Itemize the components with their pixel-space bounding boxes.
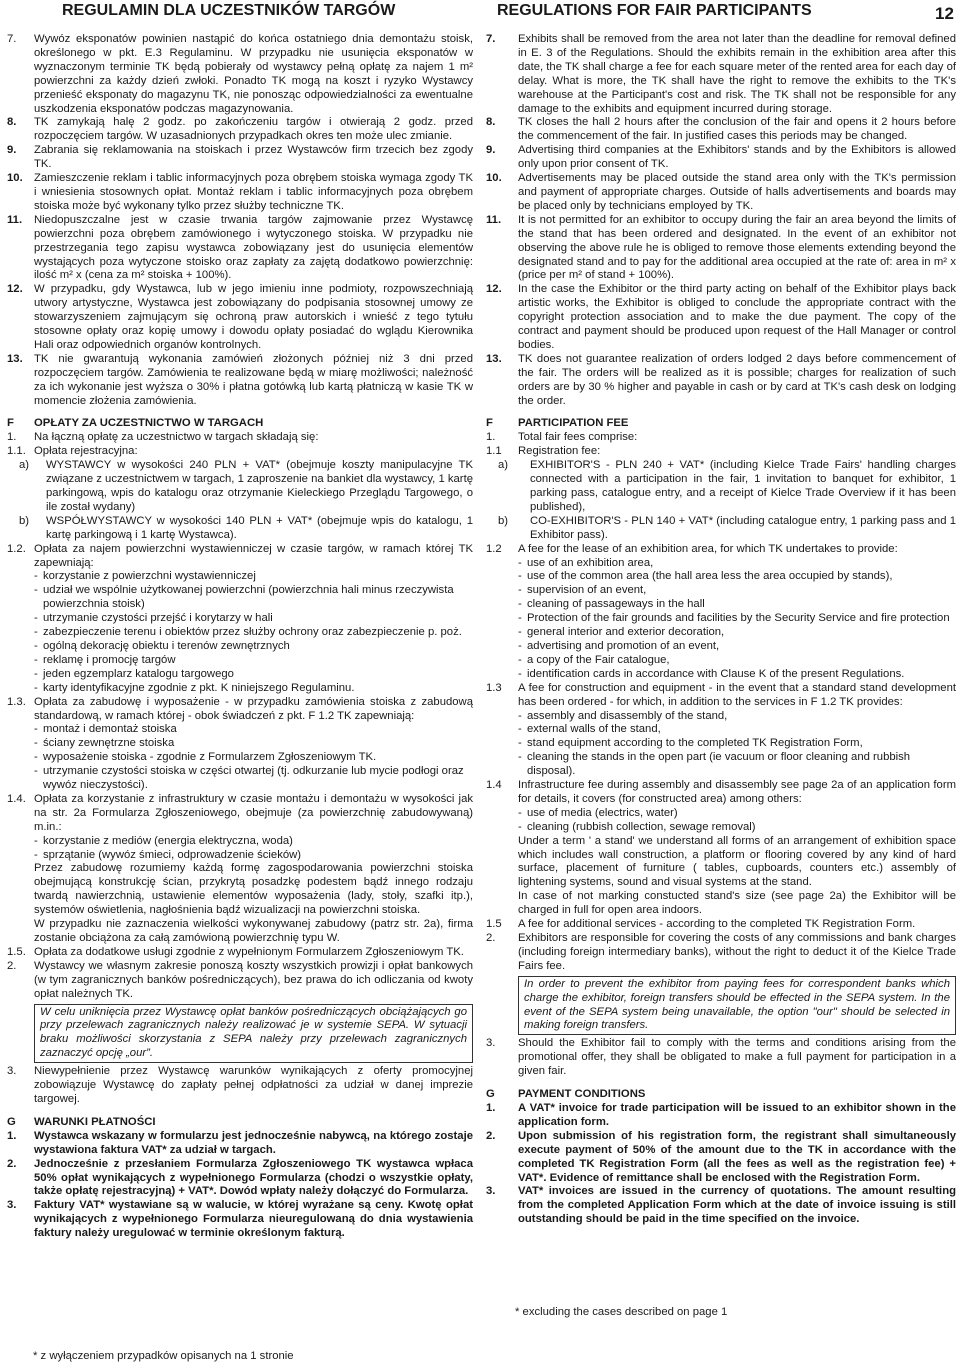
- list-item: - udział we wspólnie użytkowanej powierzchni (powierzchnia hali minus rzeczywista powierzchnia stoisk): [34, 584, 454, 611]
- list-item: - a copy of the Fair catalogue,: [518, 653, 670, 666]
- f-1-4-list: [7, 835, 473, 863]
- list-item: - use of the common area (the hall area less the area occupied by stands),: [518, 570, 893, 583]
- g-2: 2. Upon submission of his registration form, the registrant shall simultaneously execute payment of 50% of the amount due to the TK in accordance with the completed TK Registration Form (all the fees as well as the registration fee) + VAT*. Evidence of remittance shall be enclosed with the Registration Form.: [486, 1129, 956, 1184]
- page-header: [0, 0, 960, 26]
- list-item: - use of an exhibition area,: [518, 556, 654, 569]
- f-1-4-paragraph-2: W przypadku nie zaznaczenia wielkości wykonywanej zabudowy (patrz str. 2a), firma zostanie obciążona za całą zamówioną powierzchnię typu W.: [34, 918, 473, 944]
- list-item: - cleaning the stands in the open part (ie vacuum or floor cleaning and rubbish disposal).: [518, 751, 911, 778]
- f-3: 3. Niewypełnienie przez Wystawcę warunków wynikających z oferty promocyjnej zobowiązuje Wystawcę do zapłaty pełnej odpłatności za udział w danej imprezie targowej.: [7, 1065, 473, 1105]
- f-1-4-paragraph-1: Przez zabudowę rozumiemy każdą formę zagospodarowania powierzchni stoiska obejmującą konstrukcję ścian, przykrytą posadzkę podestem bądź innego rodzaju twardą nawierzchnią, ustawienie elementów wyposażenia (lady, stoły, szafki itp.), systemów oświetlenia, nagłośnienia bądź wizualizacji na powierzchni stoiska.: [34, 862, 473, 917]
- list-item: - montaż i demontaż stoiska: [34, 723, 177, 736]
- section-g-heading: G WARUNKI PŁATNOŚCI: [7, 1115, 156, 1128]
- f-1-4-paragraph-2: In case of not marking constucted stand's size (see page 2a) the Exhibitor will be charged in full for open area indoors.: [518, 890, 956, 917]
- clause-13: 13. TK nie gwarantują wykonania zamówień złożonych później niż 3 dni przed rozpoczęciem targów. Zamówienia te realizowane będą w miarę możliwości; należność za ich wykonanie jest wyższa o 30% i płatna gotówką lub kartą płatniczą w kasie TK w momencie złożenia zamówienia.: [7, 352, 473, 407]
- f-1-1-b: b) CO-EXHIBITOR'S - PLN 140 + VAT* (including catalogue entry, 1 parking pass and 1 Exhibitor pass).: [498, 514, 956, 541]
- section-f-heading: F OPŁATY ZA UCZESTNICTWO W TARGACH: [7, 417, 264, 430]
- clause-9: 9. Zabrania się reklamowania na stoiskach i przez Wystawców firm trzecich bez zgody TK.: [7, 144, 473, 171]
- list-item: - sprzątanie (wywóz śmieci, odprowadzenie ścieków): [34, 848, 302, 861]
- list-item: - general interior and exterior decoration,: [518, 626, 725, 639]
- english-column: [486, 33, 956, 1227]
- g-3: 3. Faktury VAT* wystawiane są w walucie, w której wyrażane są ceny. Kwotę opłat wynikających z wypełnionego Formularza nieuregulowaną do dnia wystawienia faktury należy uregulować w terminie określonym fakturą.: [7, 1199, 473, 1240]
- clause-7: 7. Wywóz eksponatów powinien nastąpić do końca ostatniego dnia demontażu stoisk, określonego w pkt. E.3 Regulaminu. W przypadku nie usunięcia eksponatów w wyznaczonym terminie TK będą pobierały od wystawcy pełną opłatę za najem 1 m² powierzchni za każdy dzień zwłoki. Ponadto TK mogą na koszt i ryzyko Wystawcy przenieść eksponaty do magazynu TK, nie ponosząc odpowiedzialności za ewentualne uszkodzenia eksponatów podczas magazynowania.: [7, 33, 473, 115]
- f-1-2-list: [486, 557, 956, 682]
- list-item: - external walls of the stand,: [518, 723, 661, 736]
- clause-11: 11. Niedopuszczalne jest w czasie trwania targów zajmowanie przez Wystawcę powierzchni poza obrębem zamówionego i wytyczonego stoiska. W przypadku nie przestrzegania tego zapisu wystawca zobowiązany jest do usunięcia elementów wystających poza wytyczone stoisko oraz zapłaty za zajętą dodatkowo powierzchnię: ilość m² x (cena za m² stoiska + 100%).: [7, 213, 473, 282]
- title-polish: REGULAMIN DLA UCZESTNIKÓW TARGÓW: [62, 2, 396, 19]
- list-item: - stand equipment according to the completed TK Registration Form,: [518, 737, 863, 750]
- list-item: - advertising and promotion of an event,: [518, 639, 720, 652]
- f-1-3: 1.3 A fee for construction and equipment - in the event that a standard stand development has been ordered - for which, in addition to the services in F 1.2 TK provides:: [486, 681, 956, 708]
- page-number: 12: [935, 4, 954, 23]
- section-g-heading: G PAYMENT CONDITIONS: [486, 1088, 646, 1101]
- f-1-1-a: a) WYSTAWCY w wysokości 240 PLN + VAT* (obejmuje koszty manipulacyjne TK związane z uczestnictwem w targach, 1 zaproszenie na bankiet dla wystawcy, 1 kartę parkingową, wpis do katalogu oraz otrzymanie Kieleckiego Przeglądu Targowego, o ile został wydany): [19, 459, 473, 513]
- clause-7: 7. Exhibits shall be removed from the area not later than the deadline for removal defined in E. 3 of the Regulations. Should the exhibits remain in the exhibition area after this date, the TK shall charge a fee for each square meter of the rented area for each day of delay. What is more, the TK shall have the right to remove the exhibits to the TK's warehouse at the Participant's cost and risk. The TK shall not be responsible for any damage to the exhibits and equipment incurred during storage.: [486, 33, 956, 115]
- list-item: - karty identyfikacyjne zgodnie z pkt. K niniejszego Regulaminu.: [34, 681, 355, 694]
- f-1: 1. Total fair fees comprise:: [486, 431, 638, 444]
- list-item: - zabezpieczenie terenu i obiektów przez służby ochrony oraz zabezpieczenie p. poż.: [34, 626, 462, 639]
- polish-column: [7, 33, 473, 1241]
- clause-8: 8. TK zamykają halę 2 godz. po zakończeniu targów i otwierają 2 godz. przed rozpoczęciem targów. W uzasadnionych przypadkach okres ten może ulec zmianie.: [7, 116, 473, 143]
- list-item: - wyposażenie stoiska - zgodnie z Formularzem Zgłoszeniowym TK.: [34, 751, 377, 764]
- clause-11: 11. It is not permitted for an exhibitor to occupy during the fair an area beyond the limits of the stand that has been ordered and designated. In the event of an exhibitor not observing the above rule he is obliged to remove those elements extending beyond the designated stand and to pay for the additional area occupied at the rate of: area in m² x (price per m² of stand + 100%).: [486, 213, 956, 282]
- f-1-1-b: b) WSPÓŁWYSTAWCY w wysokości 140 PLN + VAT* (obejmuje wpis do katalogu, 1 kartę parkingową i 1 kartę Wystawca).: [19, 514, 473, 541]
- f-1: 1. Na łączną opłatę za uczestnictwo w targach składają się:: [7, 431, 319, 444]
- f-2: 2. Wystawcy we własnym zakresie ponoszą koszty wszystkich prowizji i opłat bankowych (w tym zagranicznych banków pośredniczących), bez prawa do ich odliczania od kwoty opłat należnych TK.: [7, 959, 473, 1000]
- list-item: - use of media (electrics, water): [518, 806, 678, 819]
- f-1-4-paragraph-1: Under a term ' a stand' we understand all forms of an arrangement of exhibition space which includes wall construction, a platform or flooring covered by any kind of hard surface, placement of furniture ( tables, cupboards, counters etc.) assembly of lightening systems, sound and visual systems at the stand.: [518, 834, 956, 889]
- list-item: - identification cards in accordance with Clause K of the present Regulations.: [518, 667, 905, 680]
- footnote-english: * excluding the cases described on page 1: [515, 1306, 728, 1318]
- f-1-1: 1.1. Opłata rejestracyjna:: [7, 445, 138, 458]
- clause-13: 13. TK does not guarantee realization of orders lodged 2 days before commencement of the fair. The orders will be realized as it is possible; charges for realization of such orders are by 30 % higher and payable in cash or by card at TK's cash desk on lodging the order.: [486, 352, 956, 407]
- f-1-5: 1.5. Opłata za dodatkowe usługi zgodnie z wypełnionym Formularzem Zgłoszeniowym TK.: [7, 945, 464, 958]
- clause-12: 12. In the case the Exhibitor or the third party acting on behalf of the Exhibitor plays back artistic works, the Exhibitor is obliged to conclude the appropriate contract with the copyright protection association and to make the due payment. The copy of the contract and payment should be produced upon request of the Hall Manager or control bodies.: [486, 283, 956, 351]
- g-1: 1. A VAT* invoice for trade participation will be issued to an exhibitor shown in the application form.: [486, 1101, 956, 1128]
- f-1-3-list: [7, 723, 473, 793]
- sepa-notice-box: In order to prevent the exhibitor from paying fees for correspondent banks which charge the exhibitor, foreign transfers should be effected in the SEPA system. In the event of the SEPA system being unavailable, the option "our" should be selected in making foreign transfers.: [518, 976, 956, 1036]
- f-1-4: 1.4 Infrastructure fee during assembly and disassembly see page 2a of an application form for details, it covers (for constructed area) among others:: [486, 779, 956, 805]
- footnote-polish: * z wyłączeniem przypadków opisanych na 1 stronie: [33, 1350, 294, 1362]
- list-item: - utrzymanie czystości stoiska w części otwartej (tj. odkurzanie lub mycie podłogi oraz wywóz nieczystości).: [34, 765, 464, 792]
- sepa-notice-box: W celu uniknięcia przez Wystawcę opłat banków pośredniczących obciążających go przy przelewach zagranicznych należy realizować je w systemie SEPA. W sytuacji braku możliwości skorzystania z SEPA należy przy przelewach zagranicznych zaznaczyć opcję „our”.: [34, 1004, 473, 1064]
- title-english: REGULATIONS FOR FAIR PARTICIPANTS: [497, 2, 812, 19]
- g-2: 2. Jednocześnie z przesłaniem Formularza Zgłoszeniowego TK wystawca wpłaca 50% opłat wynikających z wypełnionego Formularza (chodzi o wszystkie opłaty, także opłatę rejestracyjną) + VAT*. Dowód wpłaty należy dołączyć do Formularza.: [7, 1157, 473, 1198]
- f-1-2-list: [7, 570, 473, 695]
- f-1-2: 1.2. Opłata za najem powierzchni wystawienniczej w czasie targów, w ramach której TK zapewniają:: [7, 542, 473, 569]
- f-1-4-list: [486, 807, 956, 835]
- f-1-1: 1.1 Registration fee:: [486, 445, 601, 458]
- list-item: - cleaning of passageways in the hall: [518, 598, 705, 611]
- list-item: - cleaning (rubbish collection, sewage removal): [518, 820, 756, 833]
- f-1-4: 1.4. Opłata za korzystanie z infrastruktury w czasie montażu i demontażu w wysokości jak na str. 2a Formularza Zgłoszeniowego, obejmuje (za powierzchnię zabudowywaną) m.in.:: [7, 792, 473, 833]
- list-item: - reklamę i promocję targów: [34, 653, 176, 666]
- clause-8: 8. TK closes the hall 2 hours after the conclusion of the fair and opens it 2 hours before the commencement of the fair. In justified cases this periods may be changed.: [486, 116, 956, 143]
- clause-10: 10. Advertisements may be placed outside the stand area only with the TK's permission and payment of appropriate charges. Outside of halls advertisements and boards may be placed only by technicians employed by TK.: [486, 172, 956, 212]
- f-1-5: 1.5 A fee for additional services - according to the completed TK Registration Form.: [486, 918, 916, 931]
- clause-9: 9. Advertising third companies at the Exhibitors' stands and by the Exhibitors is allowed only upon prior consent of TK.: [486, 144, 956, 171]
- list-item: - ściany zewnętrzne stoiska: [34, 737, 175, 750]
- list-item: - utrzymanie czystości przejść i korytarzy w hali: [34, 612, 273, 625]
- list-item: - jeden egzemplarz katalogu targowego: [34, 667, 234, 680]
- list-item: - supervision of an event,: [518, 584, 647, 597]
- list-item: - Protection of the fair grounds and facilities by the Security Service and fire protection: [518, 612, 950, 625]
- f-1-1-a: a) EXHIBITOR'S - PLN 240 + VAT* (including Kielce Trade Fairs' handling charges connected with a participation in the fair, 1 invitation to banquet for exhibitor, 1 parking pass, catalogue entry, and a receipt of Kielce Trade Overview if it has been published),: [498, 459, 956, 513]
- f-3: 3. Should the Exhibitor fail to comply with the terms and conditions arising from the promotional offer, they shall be obligated to make a full payment for participation in a given fair.: [486, 1037, 956, 1078]
- clause-10: 10. Zamieszczenie reklam i tablic informacyjnych poza obrębem stoiska wymaga zgody TK i wniesienia stosownych opłat. Montaż reklam i tablic informacyjnych poza obrębem stoiska może być wykonany tylko przez służby techniczne TK.: [7, 172, 473, 212]
- g-3: 3. VAT* invoices are issued in the currency of quotations. The amount resulting from the completed Application Form which at the date of invoice issuing is still outstanding should be paid in the time specified on the invoice.: [486, 1185, 956, 1226]
- g-1: 1. Wystawca wskazany w formularzu jest jednocześnie nabywcą, na którego zostaje wystawiona faktura VAT* za udział w targach.: [7, 1129, 473, 1156]
- list-item: - korzystanie z mediów (energia elektryczna, woda): [34, 834, 293, 847]
- list-item: - korzystanie z powierzchni wystawienniczej: [34, 570, 256, 583]
- f-1-3-list: [486, 710, 956, 780]
- section-f-heading: F PARTICIPATION FEE: [486, 417, 629, 430]
- list-item: - ogólną dekorację obiektu i terenów zewnętrznych: [34, 639, 290, 652]
- f-1-3: 1.3. Opłata za zabudowę i wyposażenie - w przypadku zamówienia stoiska z zabudową standardową, w ramach której - obok świadczeń z pkt. F 1.2 TK zapewniają:: [7, 695, 473, 722]
- f-1-2: 1.2 A fee for the lease of an exhibition area, for which TK undertakes to provide:: [486, 542, 898, 555]
- list-item: - assembly and disassembly of the stand,: [518, 709, 728, 722]
- clause-12: 12. W przypadku, gdy Wystawca, lub w jego imieniu inne podmioty, rozpowszechniają utwory artystyczne, Wystawca jest zobowiązany do podpisania stosownej umowy ze stowarzyszeniem zajmującym się ochroną praw autorskich i wnieść z tego tytułu stosowne opłaty oraz kopię umowy i dowodu opłaty posiadać do wglądu Kierownika Hali oraz odpowiednich organów kontrolnych.: [7, 283, 473, 351]
- f-2: 2. Exhibitors are responsible for covering the costs of any commissions and bank charges (including foreign intermediary banks), without the right to deduct it of the Kielce Trade Fairs fee.: [486, 932, 956, 972]
